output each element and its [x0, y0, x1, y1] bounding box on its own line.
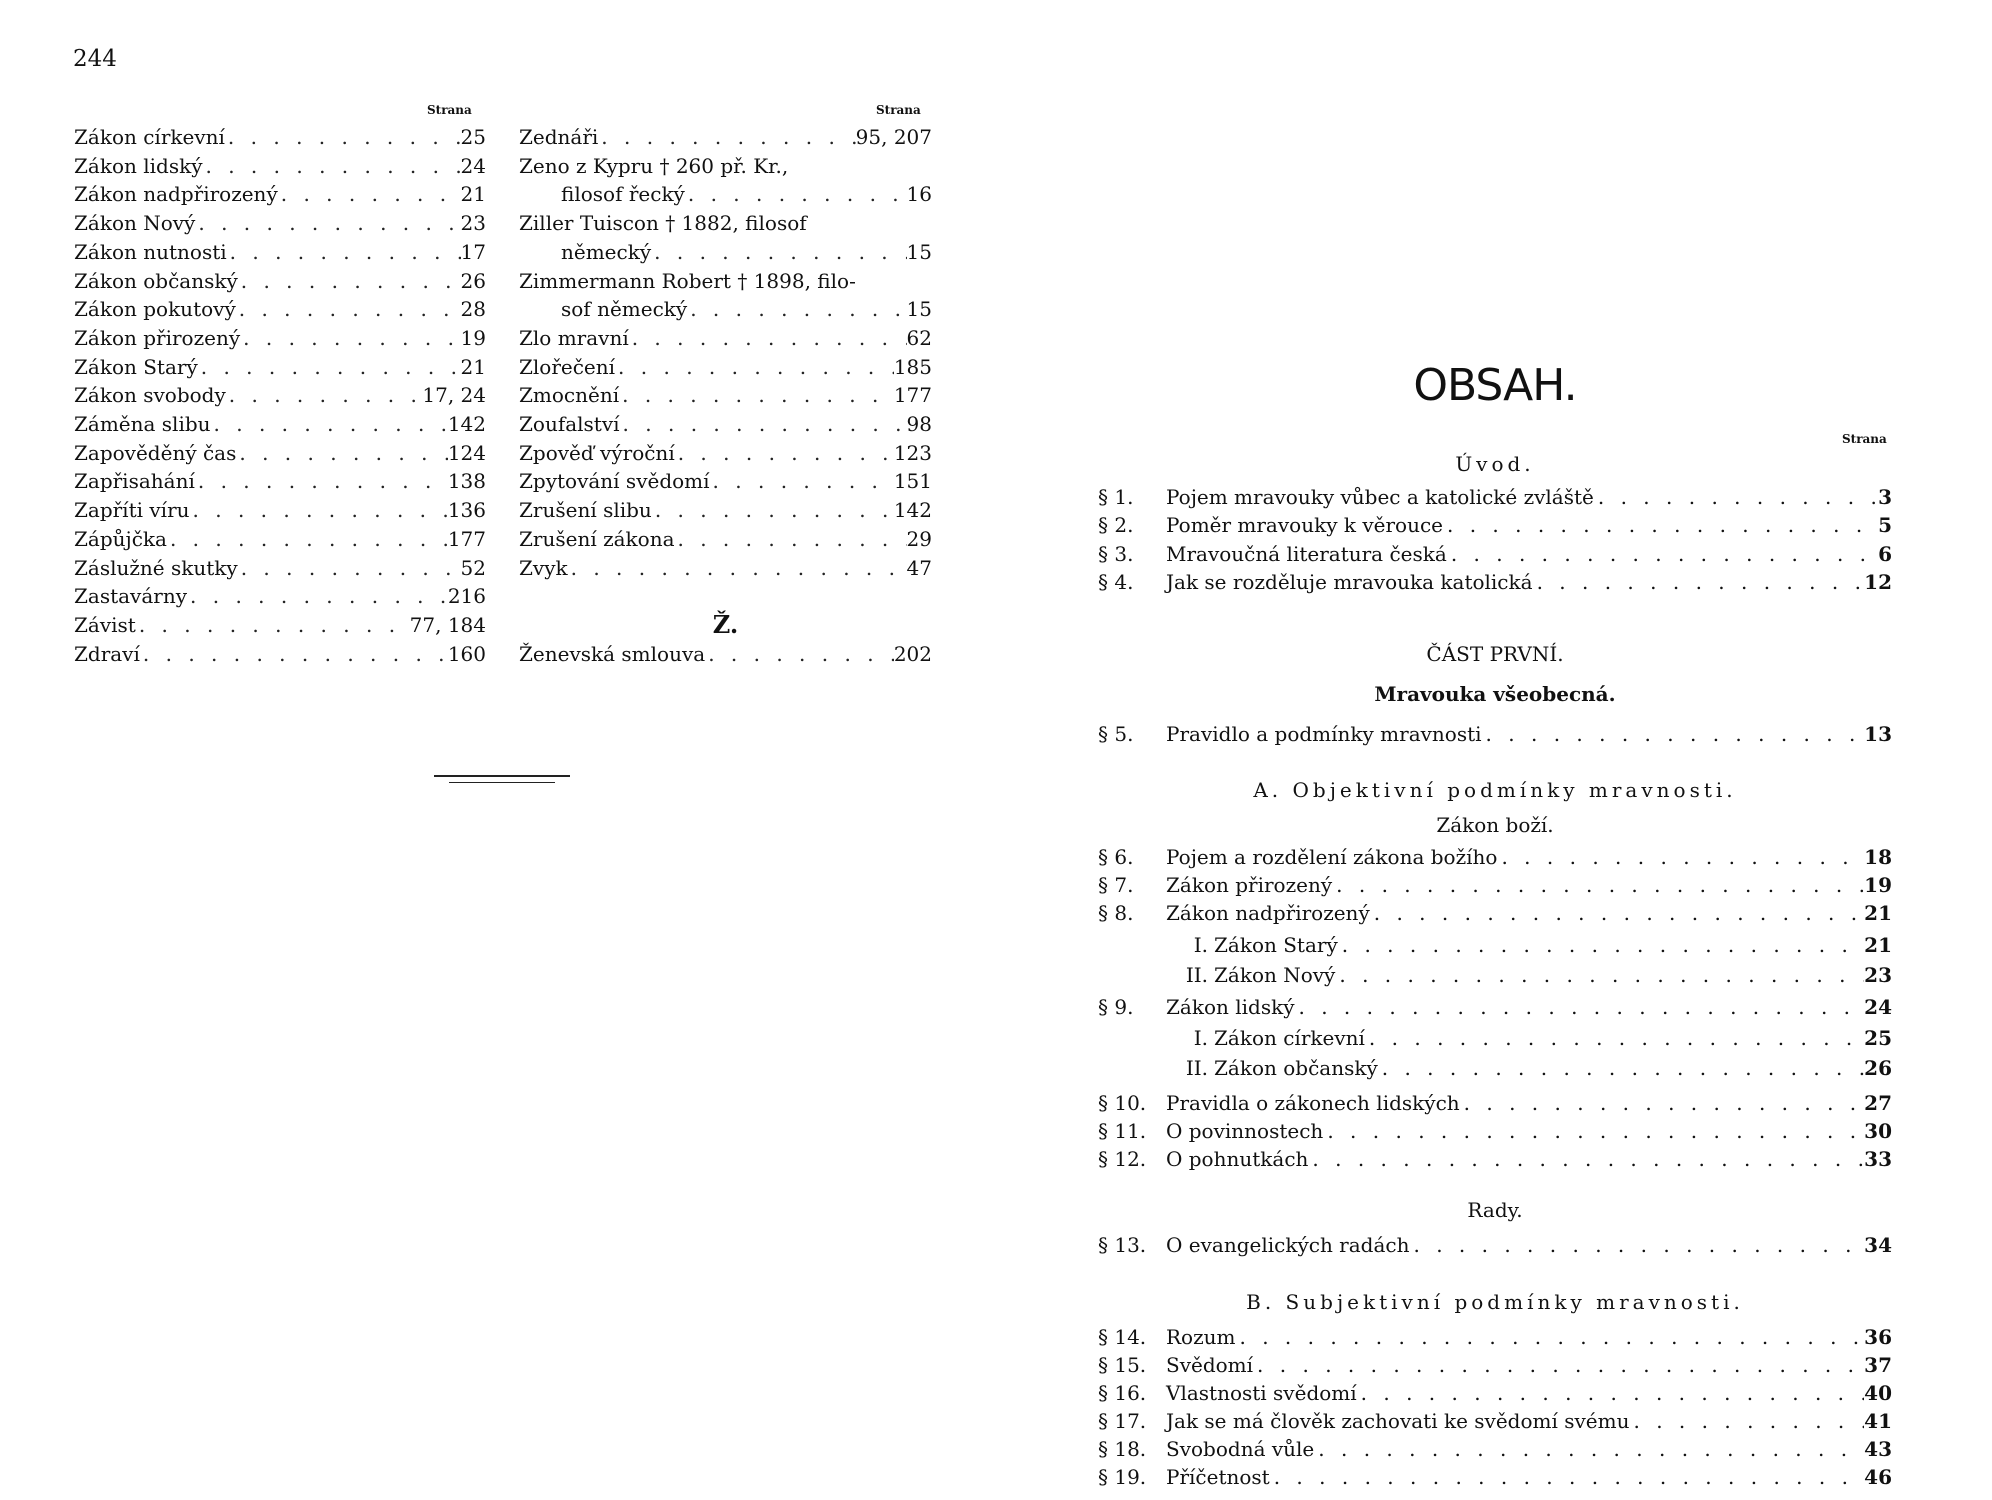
toc-entry-page: 36	[1864, 1325, 1892, 1349]
index-page: 25	[460, 125, 486, 149]
index-term: Zákon občanský	[74, 268, 238, 293]
toc-entry	[1098, 845, 1892, 869]
index-entry	[519, 295, 932, 324]
index-entry	[74, 439, 486, 468]
index-page: 15	[906, 239, 932, 264]
index-term: Zákon lidský	[74, 153, 203, 178]
strana-label-left: Strana	[427, 103, 472, 117]
index-term: Zlo mravní	[519, 325, 629, 350]
toc-entry	[1098, 1325, 1892, 1349]
leader-dots	[167, 525, 448, 554]
index-entry	[519, 439, 932, 468]
toc-entry-page: 40	[1864, 1381, 1892, 1405]
index-term: Zákon přirozený	[74, 325, 241, 350]
index-page: 136	[447, 498, 486, 523]
toc-entry-number: § 12.	[1098, 1147, 1147, 1171]
toc-entry-page: 41	[1864, 1409, 1892, 1433]
toc-strana-label: Strana	[1842, 432, 1887, 446]
leader-dots	[195, 209, 460, 238]
toc-entry	[1098, 901, 1892, 925]
toc-entry-number: § 1.	[1098, 485, 1134, 509]
index-entry	[74, 324, 486, 353]
toc-entry-label: Zákon přirozený	[1166, 873, 1333, 897]
leader-dots	[1338, 933, 1864, 957]
index-term: Zeno z Kypru † 260 př. Kr.,	[519, 153, 789, 178]
index-term: Zrušení zákona	[519, 526, 675, 551]
leader-dots	[1630, 1409, 1865, 1433]
leader-dots	[1594, 485, 1878, 509]
toc-section-a-heading: A. Objektivní podmínky mravnosti.	[1253, 778, 1737, 802]
index-term: Záměna slibu	[74, 412, 211, 437]
index-page: 177	[893, 383, 932, 408]
toc-entry-number: § 8.	[1098, 901, 1134, 925]
index-entry	[519, 238, 932, 267]
index-spacer	[519, 582, 932, 611]
index-entry	[74, 353, 486, 382]
index-page: 19	[460, 325, 486, 350]
leader-dots	[710, 467, 894, 496]
toc-entry-label: Pravidlo a podmínky mravnosti	[1166, 722, 1482, 746]
index-entry	[519, 381, 932, 410]
index-term: Zrušení slibu	[519, 498, 652, 523]
toc-entry	[1098, 570, 1892, 594]
leader-dots	[211, 410, 448, 439]
index-page: 124	[447, 440, 486, 465]
index-entry	[519, 353, 932, 382]
leader-dots	[1378, 1056, 1864, 1080]
leader-dots	[705, 640, 894, 669]
index-term: Zdraví	[74, 641, 140, 666]
index-term: Zmocnění	[519, 383, 620, 408]
index-entry	[519, 640, 932, 669]
leader-dots	[1335, 963, 1864, 987]
toc-entry	[1172, 1026, 1892, 1050]
index-entry	[74, 381, 486, 410]
toc-zakon-bozi-heading: Zákon boží.	[1436, 813, 1554, 837]
strana-label-right: Strana	[876, 103, 921, 117]
toc-entry-label: Rozum	[1166, 1325, 1236, 1349]
toc-entry-number: § 7.	[1098, 873, 1134, 897]
leader-dots	[1409, 1233, 1864, 1257]
leader-dots	[1533, 570, 1865, 594]
toc-entry-label: Zákon lidský	[1166, 995, 1295, 1019]
index-page: 24	[460, 153, 486, 178]
toc-entry-number: § 17.	[1098, 1409, 1147, 1433]
leader-dots	[1323, 1119, 1864, 1143]
toc-entry-label: Svědomí	[1166, 1353, 1254, 1377]
leader-dots	[225, 123, 461, 152]
index-term: Zákon nadpřirozený	[74, 182, 278, 207]
toc-entry-page: 12	[1864, 570, 1892, 594]
toc-entry-label: Poměr mravouky k věrouce	[1166, 513, 1443, 537]
leader-dots	[1314, 1437, 1864, 1461]
leader-dots	[227, 238, 461, 267]
leader-dots	[240, 324, 460, 353]
toc-entry-number: § 2.	[1098, 513, 1134, 537]
index-entry	[519, 180, 932, 209]
toc-entry	[1098, 1409, 1892, 1433]
toc-entry	[1098, 513, 1892, 537]
leader-dots	[190, 496, 448, 525]
toc-entry-number: § 16.	[1098, 1381, 1147, 1405]
index-page: 123	[893, 440, 932, 465]
toc-entry-number: § 6.	[1098, 845, 1134, 869]
leader-dots	[1332, 873, 1864, 897]
index-term: Zapříti víru	[74, 498, 190, 523]
toc-entry-label: Zákon církevní	[1214, 1026, 1365, 1050]
leader-dots	[685, 180, 907, 209]
leader-dots	[1235, 1325, 1864, 1349]
toc-entry-page: 26	[1864, 1056, 1892, 1080]
end-rule	[434, 775, 570, 777]
index-entry	[519, 525, 932, 554]
index-entry	[74, 238, 486, 267]
leader-dots	[1270, 1465, 1864, 1489]
toc-entry-page: 37	[1864, 1353, 1892, 1377]
toc-entry-label: Mravoučná literatura česká	[1166, 542, 1447, 566]
leader-dots	[236, 295, 461, 324]
index-term: Zápůjčka	[74, 526, 167, 551]
leader-dots	[598, 123, 855, 152]
index-page: 17, 24	[422, 383, 486, 408]
toc-entry-number: I.	[1193, 1026, 1208, 1050]
leader-dots	[615, 353, 894, 382]
leader-dots	[278, 180, 461, 209]
index-term: Zpytování svědomí	[519, 469, 710, 494]
index-term: Zpověď výroční	[519, 440, 675, 465]
leader-dots	[675, 439, 894, 468]
toc-entry-label: Zákon nadpřirozený	[1166, 901, 1370, 925]
leader-dots	[226, 381, 423, 410]
index-term: Zákon svobody	[74, 383, 226, 408]
index-entry	[519, 410, 932, 439]
toc-entry	[1098, 1381, 1892, 1405]
toc-entry-label: Příčetnost	[1166, 1465, 1270, 1489]
toc-entry	[1172, 1056, 1892, 1080]
leader-dots	[203, 152, 461, 181]
index-entry	[74, 496, 486, 525]
leader-dots	[619, 381, 894, 410]
index-entry	[74, 267, 486, 296]
index-page: 142	[447, 412, 486, 437]
leader-dots	[136, 611, 410, 640]
leader-dots	[236, 439, 447, 468]
toc-part-heading: ČÁST PRVNÍ.	[1426, 642, 1564, 666]
index-entry	[519, 496, 932, 525]
index-page: 23	[460, 211, 486, 236]
index-term: Ziller Tuiscon † 1882, filosof	[519, 211, 807, 236]
toc-entry-number: II.	[1185, 1056, 1208, 1080]
index-page: 160	[447, 641, 486, 666]
leader-dots	[187, 582, 448, 611]
index-term: Zákon církevní	[74, 125, 225, 149]
page-number: 244	[73, 46, 117, 72]
index-page: 28	[460, 297, 486, 322]
index-entry	[74, 582, 486, 611]
index-page: 47	[906, 555, 932, 580]
toc-entry-number: § 15.	[1098, 1353, 1147, 1377]
index-entry	[74, 152, 486, 181]
index-page: 21	[460, 182, 486, 207]
toc-entry-label: Pravidla o zákonech lidských	[1166, 1091, 1460, 1115]
index-term: Zapřisahání	[74, 469, 195, 494]
toc-entry-page: 25	[1864, 1026, 1892, 1050]
index-entry	[74, 525, 486, 554]
leader-dots	[198, 353, 461, 382]
toc-entry-page: 23	[1864, 963, 1892, 987]
leader-dots	[651, 238, 906, 267]
toc-entry-page: 19	[1864, 873, 1892, 897]
index-term: německý	[561, 239, 652, 264]
index-entry	[519, 267, 932, 296]
leader-dots	[629, 324, 907, 353]
toc-entry-number: § 9.	[1098, 995, 1134, 1019]
index-page: 29	[906, 526, 932, 551]
leader-dots	[1365, 1026, 1864, 1050]
toc-entry	[1098, 1147, 1892, 1171]
toc-entry-page: 5	[1878, 513, 1892, 537]
leader-dots	[1357, 1381, 1865, 1405]
index-entry	[74, 180, 486, 209]
toc-entry-label: Zákon Nový	[1214, 963, 1336, 987]
index-entry	[519, 123, 932, 152]
leader-dots	[195, 467, 448, 496]
toc-entry-number: I.	[1193, 933, 1208, 957]
toc-entry-label: Pojem mravouky vůbec a katolické zvláště	[1166, 485, 1594, 509]
toc-title: OBSAH.	[1413, 360, 1577, 411]
leader-dots	[568, 554, 907, 583]
index-page: 62	[906, 325, 932, 350]
leader-dots	[1295, 995, 1865, 1019]
leader-dots	[675, 525, 907, 554]
toc-entry-label: Zákon občanský	[1214, 1056, 1378, 1080]
index-entry	[74, 467, 486, 496]
index-term: Zlořečení	[519, 354, 616, 379]
toc-entry-page: 6	[1878, 542, 1892, 566]
index-letter-heading: Ž.	[712, 609, 739, 639]
index-term: Zoufalství	[519, 412, 620, 437]
toc-entry-number: § 11.	[1098, 1119, 1147, 1143]
index-page: 185	[893, 354, 932, 379]
toc-entry-number: § 4.	[1098, 570, 1134, 594]
leader-dots	[1253, 1353, 1864, 1377]
leader-dots	[238, 554, 461, 583]
index-entry	[519, 324, 932, 353]
index-entry	[74, 640, 486, 669]
index-page: 15	[906, 297, 932, 322]
toc-entry-label: Vlastnosti svědomí	[1166, 1381, 1357, 1405]
toc-entry-number: § 10.	[1098, 1091, 1147, 1115]
leader-dots	[140, 640, 448, 669]
index-page: 177	[447, 526, 486, 551]
index-entry	[519, 467, 932, 496]
index-entry	[519, 554, 932, 583]
toc-entry-number: § 14.	[1098, 1325, 1147, 1349]
leader-dots	[1308, 1147, 1864, 1171]
index-page: 16	[906, 182, 932, 207]
index-term: Zastavárny	[74, 584, 188, 609]
leader-dots	[1370, 901, 1864, 925]
toc-entry	[1172, 963, 1892, 987]
index-right-column	[519, 123, 932, 668]
leader-dots	[1447, 542, 1878, 566]
toc-entry	[1098, 1353, 1892, 1377]
toc-entry	[1098, 1119, 1892, 1143]
index-entry	[74, 295, 486, 324]
index-term: Zákon Nový	[74, 211, 196, 236]
end-rule-short	[449, 782, 555, 783]
toc-entry	[1098, 1465, 1892, 1489]
toc-entry-page: 21	[1864, 901, 1892, 925]
toc-entry-label: Pojem a rozdělení zákona božího	[1166, 845, 1498, 869]
index-term: Zimmermann Robert † 1898, filo-	[519, 268, 856, 293]
toc-entry-label: O povinnostech	[1166, 1119, 1324, 1143]
index-term: Závist	[74, 612, 136, 637]
toc-entry-number: § 18.	[1098, 1437, 1147, 1461]
index-entry	[519, 152, 932, 181]
index-term: Ženevská smlouva	[519, 641, 706, 666]
index-page: 77, 184	[409, 612, 486, 637]
toc-entry	[1098, 1437, 1892, 1461]
toc-entry-page: 30	[1864, 1119, 1892, 1143]
index-entry	[74, 123, 486, 152]
leader-dots	[620, 410, 907, 439]
toc-entry-page: 24	[1864, 995, 1892, 1019]
index-left-column	[74, 123, 486, 668]
index-page: 151	[893, 469, 932, 494]
toc-entry-page: 33	[1864, 1147, 1892, 1171]
index-page: 21	[460, 354, 486, 379]
toc-entry-page: 27	[1864, 1091, 1892, 1115]
toc-entry-label: Svobodná vůle	[1166, 1437, 1315, 1461]
index-term: sof německý	[561, 297, 688, 322]
toc-entry	[1098, 722, 1892, 746]
index-page: 216	[447, 584, 486, 609]
leader-dots	[687, 295, 906, 324]
index-page: 26	[460, 268, 486, 293]
toc-entry-page: 34	[1864, 1233, 1892, 1257]
index-entry	[74, 410, 486, 439]
toc-entry	[1098, 1091, 1892, 1115]
toc-entry-label: Zákon Starý	[1214, 933, 1338, 957]
index-term: Zákon nutnosti	[74, 239, 227, 264]
toc-entry-label: O pohnutkách	[1166, 1147, 1309, 1171]
leader-dots	[1482, 722, 1865, 746]
toc-entry-page: 43	[1864, 1437, 1892, 1461]
toc-entry-number: § 5.	[1098, 722, 1134, 746]
toc-entry-page: 46	[1864, 1465, 1892, 1489]
index-page: 17	[460, 239, 486, 264]
toc-entry	[1098, 1233, 1892, 1257]
toc-entry-label: Jak se rozděluje mravouka katolická	[1166, 570, 1533, 594]
index-page: 138	[447, 469, 486, 494]
toc-entry-page: 3	[1878, 485, 1892, 509]
index-term: Zákon pokutový	[74, 297, 236, 322]
index-term: Záslužné skutky	[74, 555, 238, 580]
toc-entry	[1098, 995, 1892, 1019]
toc-entry-label: Jak se má člověk zachovati ke svědomí svému	[1166, 1409, 1630, 1433]
toc-entry	[1098, 542, 1892, 566]
toc-entry-number: II.	[1185, 963, 1208, 987]
leader-dots	[1443, 513, 1878, 537]
index-entry	[519, 209, 932, 238]
index-term: Zednáři	[519, 125, 599, 149]
toc-section-b-heading: B. Subjektivní podmínky mravnosti.	[1246, 1290, 1744, 1314]
index-term: Zvyk	[519, 555, 568, 580]
toc-entry	[1098, 485, 1892, 509]
index-page: 142	[893, 498, 932, 523]
index-term: filosof řecký	[561, 182, 685, 207]
leader-dots	[238, 267, 461, 296]
index-page: 95, 207	[855, 125, 932, 149]
toc-entry-number: § 13.	[1098, 1233, 1147, 1257]
toc-entry-number: § 3.	[1098, 542, 1134, 566]
toc-uvod-heading: Úvod.	[1455, 452, 1535, 476]
index-entry	[74, 611, 486, 640]
index-term: Zákon Starý	[74, 354, 198, 379]
index-term: Zapověděný čas	[74, 440, 237, 465]
toc-entry-label: O evangelických radách	[1166, 1233, 1410, 1257]
leader-dots	[652, 496, 894, 525]
index-page: 52	[460, 555, 486, 580]
toc-entry-number: § 19.	[1098, 1465, 1147, 1489]
toc-entry-page: 21	[1864, 933, 1892, 957]
index-entry	[74, 554, 486, 583]
index-entry	[74, 209, 486, 238]
leader-dots	[1497, 845, 1864, 869]
index-page: 98	[906, 412, 932, 437]
toc-entry-page: 18	[1864, 845, 1892, 869]
toc-part-subheading: Mravouka všeobecná.	[1374, 682, 1616, 706]
toc-rady-heading: Rady.	[1467, 1198, 1523, 1222]
toc-entry	[1098, 873, 1892, 897]
toc-entry-page: 13	[1864, 722, 1892, 746]
index-page: 202	[893, 641, 932, 666]
leader-dots	[1460, 1091, 1865, 1115]
toc-entry	[1172, 933, 1892, 957]
